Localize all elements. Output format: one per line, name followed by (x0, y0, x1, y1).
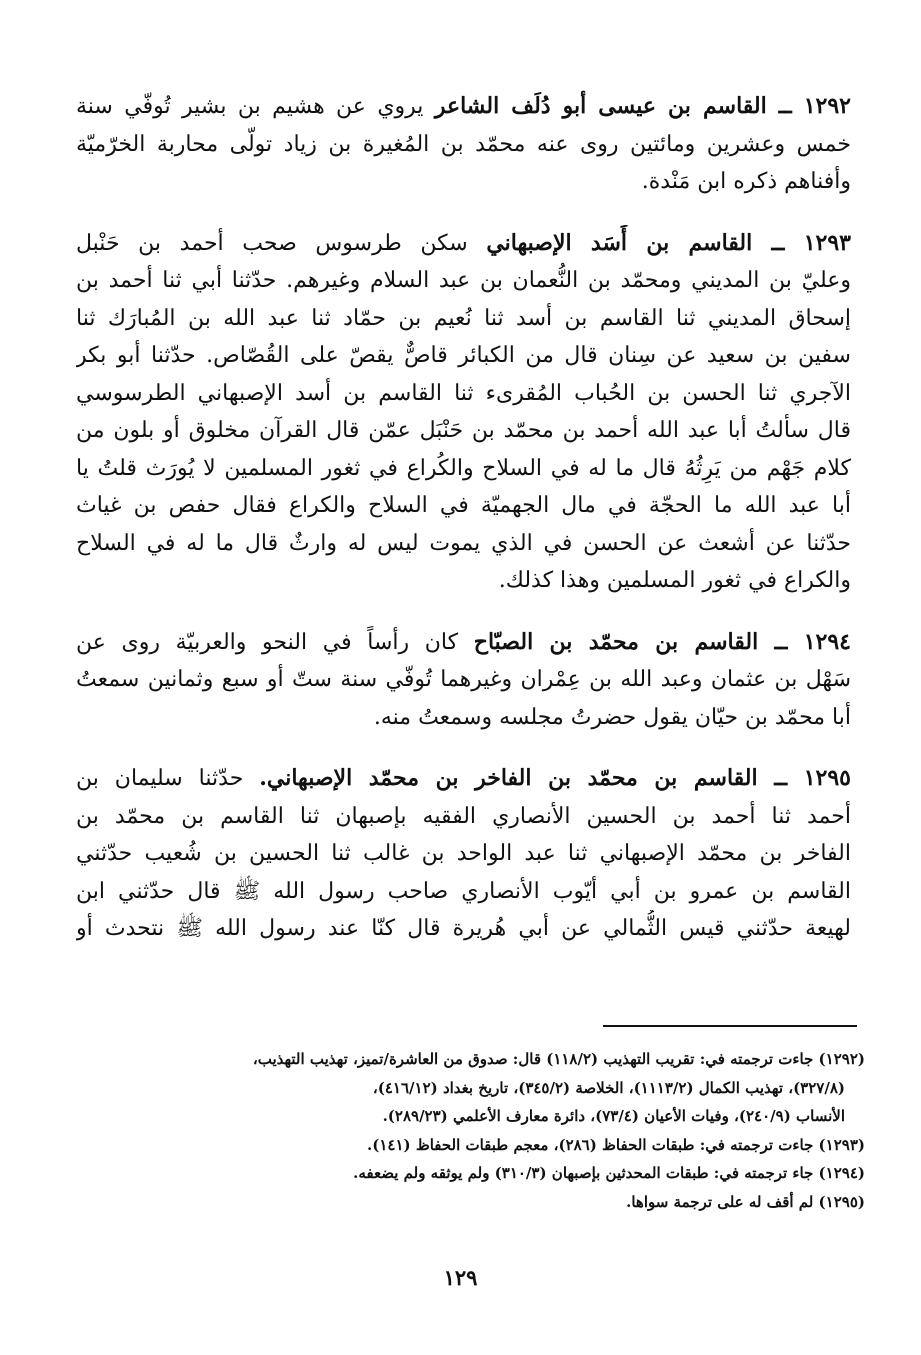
main-text (76, 88, 851, 972)
entry-1294 (76, 624, 851, 737)
text-line: والكراع في ثغور المسلمين وهذا كذلك. (498, 568, 851, 593)
footnote-divider (603, 1025, 857, 1027)
footnote-1293: (١٢٩٣) جاءت ترجمته في: طبقات الحفاظ (٢٨٦)، معجم طبقات الحفاظ (١٤١). (367, 1135, 865, 1154)
text-line: سَهْل بن عثمان وعبد الله بن عِمْران وغيرهما تُوفّي سنة ستّ أو سبع وثمانين سمعتُ (76, 667, 851, 692)
text-line: أحمد ثنا أحمد بن الحسين الأنصاري الفقيه بإصبهان ثنا القاسم بن محمّد بن (76, 803, 851, 829)
text-line: أبا عبد الله ما الحجّة في مال الجهميّة في السلاح والكراع فقال حفص بن غياث (76, 493, 851, 518)
text-line: كلام جَهْم من يَرِثُهُ قال ما له في السلاح والكُراع في ثغور المسلمين لا يُورَث قلتُ يا (76, 455, 851, 481)
text-line: ١٢٩٣ ــ القاسم بن أَسَد الإصبهاني سكن طرسوس صحب أحمد بن حَنْبل (76, 229, 851, 256)
text-line: الفاخر بن محمّد الإصبهاني ثنا عبد الواحد بن غالب ثنا الحسين بن شُعيب حدّثني (76, 841, 851, 866)
footnote-1294: (١٢٩٤) جاء ترجمته في: طبقات المحدثين بإصبهان (٣١٠/٣) ولم يوثقه ولم يضعفه. (353, 1164, 865, 1182)
entry-1293 (76, 225, 851, 600)
text-line: وأفناهم ذكره ابن مَنْدة. (641, 169, 851, 194)
text-line: ١٢٩٢ ــ القاسم بن عيسى أبو دُلَف الشاعر يروي عن هشيم بن بشير تُوفّي سنة (76, 93, 851, 119)
entry-heading: ١٢٩٥ ــ القاسم بن محمّد بن الفاخر بن محمّد الإصبهاني. (259, 765, 851, 791)
text-line: حدّثنا عن أشعث عن الحسن في الذي يموت ليس له وارثٌ قال ما له في السلاح (76, 530, 851, 556)
text-line: لهيعة حدّثني قيس الثُّمالي عن أبي هُريرة قال كنّا عند رسول الله ﷺ نتحدث أو (76, 916, 851, 941)
footnotes (75, 1045, 865, 1216)
text-line: أبا محمّد بن حيّان يقول حضرتُ مجلسه وسمعتُ منه. (373, 704, 851, 730)
text-line: سفين بن سعيد عن سِنان قال من الكبائر قاصٌّ يقصّ على القُصّاص. حدّثنا أبو بكر (76, 343, 851, 368)
text-line: قال سألتُ أبا عبد الله أحمد بن محمّد بن حَنْبَل عمّن قال القرآن مخلوق أو بلون من (76, 418, 851, 443)
text-line: الآجري ثنا الحسن بن الحُباب المُقرىء ثنا القاسم بن أسد الإصبهاني الطرسوسي (76, 380, 851, 406)
footnote-1292-cont: الأنساب (٢٤٠/٩)، وفيات الأعيان (٧٣/٤)، دائرة معارف الأعلمي (٢٨٩/٢٣). (382, 1107, 845, 1125)
text-line: خمس وعشرين ومائتين روى عنه محمّد بن المُغيرة بن زياد تولّى محاربة الخرّميّة (76, 131, 851, 157)
text-line: القاسم بن عمرو بن أبي أيّوب الأنصاري صاحب رسول الله ﷺ قال حدّثني ابن (76, 878, 851, 904)
text-line: إسحاق المديني ثنا القاسم بن أسد ثنا نُعيم بن حمّاد ثنا عبد الله بن المُبارَك ثنا (76, 305, 851, 331)
footnote-1295: (١٢٩٥) لم أقف له على ترجمة سواها. (626, 1192, 865, 1211)
text-line: ١٢٩٥ ــ القاسم بن محمّد بن الفاخر بن محمّد الإصبهاني. حدّثنا سليمان بن (76, 765, 851, 791)
text-line: وعليّ بن المديني ومحمّد بن النُّعمان بن عبد السلام وغيرهم. حدّثنا أبي ثنا أحمد بن (76, 268, 851, 293)
entry-1292 (76, 88, 851, 201)
footnote-1292-cont: (٣٢٧/٨)، تهذيب الكمال (١١١٣/٢)، الخلاصة (٣٤٥/٢)، تاريخ بغداد (٤١٦/١٢)، (372, 1078, 845, 1097)
entry-heading: ١٢٩٣ ــ القاسم بن أَسَد الإصبهاني (486, 229, 851, 256)
page-number: ١٢٩ (443, 1265, 478, 1290)
entry-heading: ١٢٩٤ ــ القاسم بن محمّد بن الصبّاح (473, 628, 851, 655)
entry-1295 (76, 760, 851, 948)
entry-heading: ١٢٩٢ ــ القاسم بن عيسى أبو دُلَف الشاعر (434, 93, 851, 119)
footnote-1292: (١٢٩٢) جاءت ترجمته في: تقريب التهذيب (١١٨/٢) قال: صدوق من العاشرة/تميز، تهذيب التهذيب، (252, 1050, 865, 1068)
text-line: ١٢٩٤ ــ القاسم بن محمّد بن الصبّاح كان رأساً في النحو والعربيّة روى عن (76, 628, 851, 655)
